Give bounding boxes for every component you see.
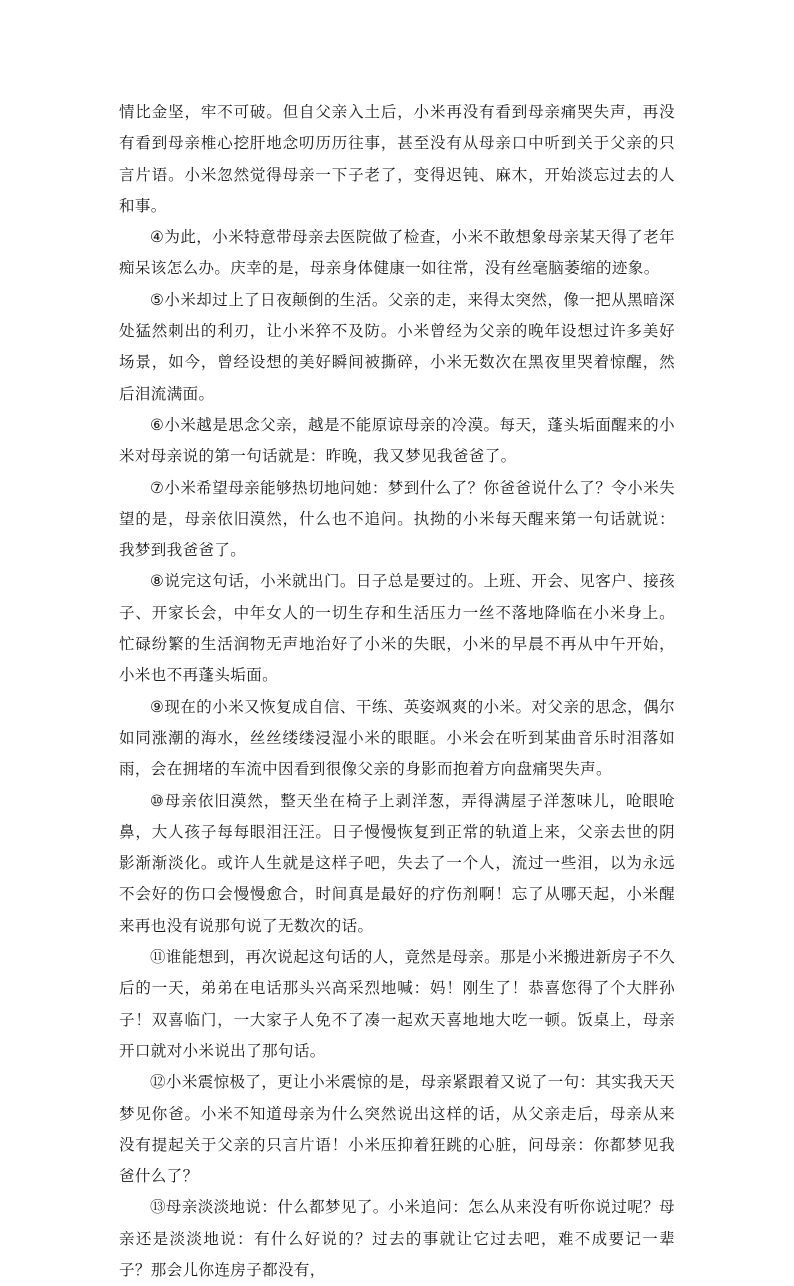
paragraph-10: ⑩母亲依旧漠然，整天坐在椅子上剥洋葱，弄得满屋子洋葱味儿，呛眼呛鼻，大人孩子每每眼泪汪汪。日子慢慢恢复到正常的轨道上来，父亲去世的阴影渐渐淡化。或许人生就是这样子吧，失去了一个人，流过一些泪，以为永远不会好的伤口会慢慢愈合，时间真是最好的疗伤剂啊！忘了从哪天起，小米醒来再也没有说那句说了无数次的话。 [119, 791, 675, 935]
paragraph-8: ⑧说完这句话，小米就出门。日子总是要过的。上班、开会、见客户、接孩子、开家长会，中年女人的一切生存和生活压力一丝不落地降临在小米身上。忙碌纷繁的生活润物无声地治好了小米的失眠，小米的早晨不再从中午开始，小米也不再蓬头垢面。 [119, 572, 675, 685]
paragraph-5: ⑤小米却过上了日夜颠倒的生活。父亲的走，来得太突然，像一把从黑暗深处猛然刺出的利刃，让小米猝不及防。小米曾经为父亲的晚年设想过许多美好场景，如今，曾经设想的美好瞬间被撕碎，小米无数次在黑夜里哭着惊醒，然后泪流满面。 [119, 290, 675, 403]
paragraph-13: ⑬母亲淡淡地说：什么都梦见了。小米追问：怎么从来没有听你说过呢？母亲还是淡淡地说：有什么好说的？过去的事就让它过去吧，难不成要记一辈子？那会儿你连房子都没有， [119, 1198, 675, 1279]
paragraph-11: ⑪谁能想到，再次说起这句话的人，竟然是母亲。那是小米搬进新房子不久后的一天，弟弟在电话那头兴高采烈地喊：妈！刚生了！恭喜您得了个大胖孙子！双喜临门，一大家子人免不了凑一起欢天喜地地大吃一顿。饭桌上，母亲开口就对小米说出了那句话。 [119, 948, 675, 1060]
paragraph-6: ⑥小米越是思念父亲，越是不能原谅母亲的冷漠。每天，蓬头垢面醒来的小米对母亲说的第一句话就是：昨晚，我又梦见我爸爸了。 [119, 415, 675, 466]
paragraph-12: ⑫小米震惊极了，更让小米震惊的是，母亲紧跟着又说了一句：其实我天天梦见你爸。小米不知道母亲为什么突然说出这样的话，从父亲走后，母亲从来没有提起关于父亲的只言片语！小米压抑着狂跳的心脏，问母亲：你都梦见我爸什么了？ [119, 1073, 675, 1186]
paragraph-9: ⑨现在的小米又恢复成自信、干练、英姿飒爽的小米。对父亲的思念，偶尔如同涨潮的海水，丝丝缕缕浸湿小米的眼眶。小米会在听到某曲音乐时泪落如雨，会在拥堵的车流中因看到很像父亲的身影而抱着方向盘痛哭失声。 [119, 697, 675, 779]
paragraph-4: ④为此，小米特意带母亲去医院做了检查，小米不敢想象母亲某天得了老年痴呆该怎么办。庆幸的是，母亲身体健康一如往常，没有丝毫脑萎缩的迹象。 [119, 228, 675, 278]
paragraph-7: ⑦小米希望母亲能够热切地问她：梦到什么了？你爸爸说什么了？令小米失望的是，母亲依旧漠然，什么也不追问。执拗的小米每天醒来第一句话就说：我梦到我爸爸了。 [119, 478, 675, 560]
paragraph-continued: 情比金坚，牢不可破。但自父亲入土后，小米再没有看到母亲痛哭失声，再没有看到母亲椎心挖肝地念叨历历往事，甚至没有从母亲口中听到关于父亲的只言片语。小米忽然觉得母亲一下子老了，变得迟钝、麻木，开始淡忘过去的人和事。 [119, 103, 675, 215]
article-body [119, 97, 675, 1286]
